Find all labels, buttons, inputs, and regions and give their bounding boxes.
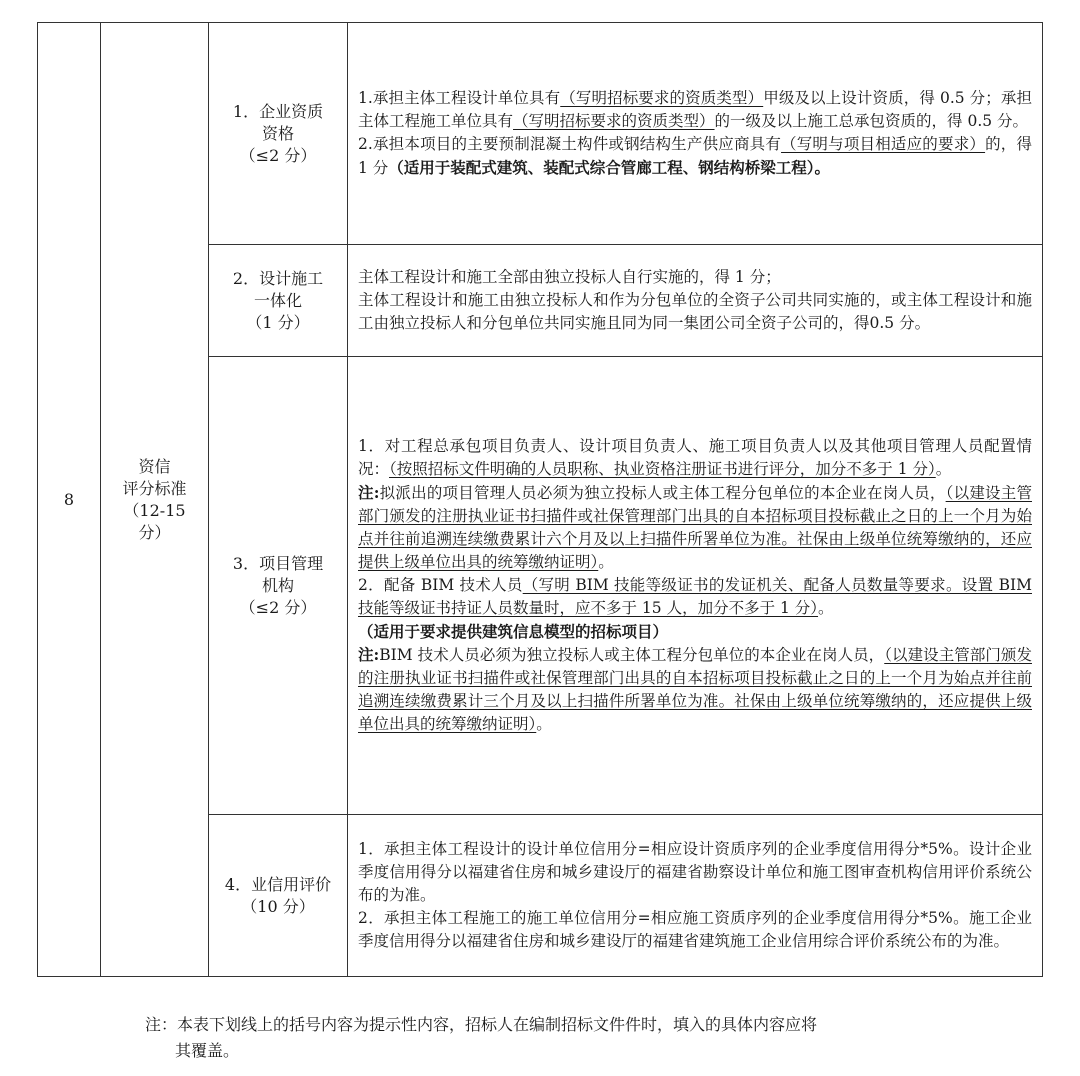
placeholder-text: （写明招标要求的资质类型） <box>513 112 715 130</box>
text-span: 1.承担主体工程设计单位具有 <box>358 89 561 107</box>
note-label: 注: <box>358 645 380 664</box>
text-span: 2.承担本项目的主要预制混凝土构件或钢结构生产供应商具有 <box>358 135 782 153</box>
category-line1: 资信 <box>138 456 171 476</box>
placeholder-text: （写明 BIM 技能等级证书的发证机关、配备人员数量等要求。设置 BIM 技能等级证书持证人员数量时，应不多于 15 人，加分不多于 1 分） <box>358 576 1032 617</box>
placeholder-text: （以建设主管部门颁发的注册执业证书扫描件或社保管理部门出具的自本招标项目投标截止之日的上一个月为始点并往前追溯连续缴费累计六个月及以上扫描件所署单位为准。社保由上级单位统筹缴纳的，还应提供上级单位出具的统筹缴纳证明） <box>358 484 1032 571</box>
category-line2: 评分标准 <box>122 478 187 498</box>
placeholder-text: （写明与项目相适应的要求） <box>781 135 986 153</box>
item-score: （≤2 分） <box>239 145 317 165</box>
item-score: （10 分） <box>241 896 315 916</box>
bold-paragraph: （适用于要求提供建筑信息模型的招标项目） <box>358 622 669 641</box>
note-label: 注: <box>358 483 380 502</box>
category-line3: （12-15 <box>123 500 186 520</box>
item-title: 3．项目管理 <box>232 553 324 573</box>
text-span: 甲级及以上设计资质，得 0.5 分；承担主体工程施工单位具有 <box>358 89 1032 130</box>
item-title: 4．业信用评价 <box>224 874 332 894</box>
item-content-cell <box>348 357 1043 815</box>
category-line4: 分） <box>138 522 171 542</box>
content-paragraph <box>358 435 1032 481</box>
item-title: 1．企业资质 <box>232 101 324 121</box>
placeholder-text: （以建设主管部门颁发的注册执业证书扫描件或社保管理部门出具的自本招标项目投标截止之日的上一个月为始点并往前追溯连续缴费累计三个月及以上扫描件所署单位为准。社保由上级单位统筹缴纳的，还应提供上级单位出具的统筹缴纳证明） <box>358 646 1032 733</box>
scoring-table <box>37 22 1043 977</box>
footnote-line: 注：本表下划线上的括号内容为提示性内容，招标人在编制招标文件件时，填入的具体内容应将 <box>145 1015 818 1034</box>
text-span: 。 <box>598 553 614 571</box>
item-title-cont: 机构 <box>261 575 294 595</box>
text-span: 。 <box>935 460 952 478</box>
content-paragraph: 1．承担主体工程设计的设计单位信用分=相应设计资质序列的企业季度信用得分*5%。设计企业季度信用得分以福建省住房和城乡建设厅的福建省勘察设计单位和施工图审查机构信用评价系统公布的为准。 <box>358 840 1032 904</box>
footnote-line: 其覆盖。 <box>175 1041 240 1060</box>
item-title-cont: 资格 <box>261 123 294 143</box>
item-content-cell <box>348 815 1043 977</box>
placeholder-text: （按照招标文件明确的人员职称、执业资格注册证书进行评分，加分不多于 1 分） <box>389 460 936 478</box>
category-cell <box>101 23 209 977</box>
text-span: 。 <box>818 599 834 617</box>
item-title-cell <box>209 23 348 245</box>
placeholder-text: （写明招标要求的资质类型） <box>560 89 764 107</box>
item-content-cell <box>348 23 1043 245</box>
content-paragraph: 主体工程设计和施工由独立投标人和作为分包单位的全资子公司共同实施的，或主体工程设计和施工由独立投标人和分包单位共同实施且同为同一集团公司全资子公司的，得0.5 分。 <box>358 291 1032 332</box>
text-span: 。 <box>536 715 552 733</box>
text-span: 1．对工程总承包项目负责人、设计项目负责人、施工项目负责人以及其他项目管理人员配置情况： <box>358 437 1032 478</box>
item-title: 2．设计施工 <box>232 268 324 288</box>
item-score: （1 分） <box>246 312 310 332</box>
item-title-cell <box>209 245 348 357</box>
content-paragraph <box>358 87 1032 133</box>
content-note <box>358 481 1032 574</box>
item-title-cell <box>209 815 348 977</box>
content-note <box>358 643 1032 736</box>
item-title-cont: 一体化 <box>253 290 302 310</box>
content-paragraph: 2．承担主体工程施工的施工单位信用分=相应施工资质序列的企业季度信用得分*5%。施工企业季度信用得分以福建省住房和城乡建设厅的福建省建筑施工企业信用综合评价系统公布的为准。 <box>358 909 1032 950</box>
text-span: 的，得 1 分 <box>358 135 1032 177</box>
table-footnote <box>145 1012 965 1064</box>
text-span: BIM 技术人员必须为独立投标人或主体工程分包单位的本企业在岗人员， <box>379 646 885 664</box>
bold-text: （适用于装配式建筑、装配式综合管廊工程、钢结构桥梁工程）。 <box>388 158 831 177</box>
text-span: 的一级及以上施工总承包资质的，得 0.5 分。 <box>714 112 1029 130</box>
content-paragraph: 主体工程设计和施工全部由独立投标人自行实施的，得 1 分； <box>358 268 781 286</box>
item-content-cell <box>348 245 1043 357</box>
item-title-cell <box>209 357 348 815</box>
item-score: （≤2 分） <box>239 597 317 617</box>
text-span: 2．配备 BIM 技术人员 <box>358 576 523 594</box>
text-span: 拟派出的项目管理人员必须为独立投标人或主体工程分包单位的本企业在岗人员， <box>379 484 946 502</box>
content-paragraph <box>358 574 1032 620</box>
row-number: 8 <box>38 23 101 977</box>
content-paragraph <box>358 133 1032 180</box>
